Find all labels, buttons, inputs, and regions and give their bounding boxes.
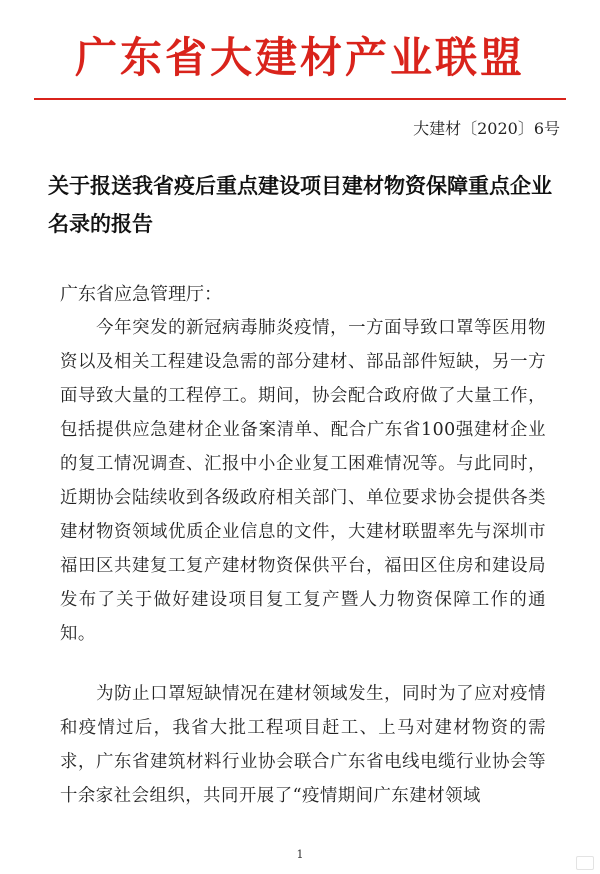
salutation: 广东省应急管理厅： [60, 284, 222, 305]
letterhead-divider [34, 98, 566, 100]
document-number: 大建材〔2020〕6号 [413, 119, 560, 138]
watermark-mark [576, 856, 594, 870]
letterhead-title: 广东省大建材产业联盟 [74, 33, 525, 82]
body-paragraph-text: 今年突发的新冠病毒肺炎疫情，一方面导致口罩等医用物资以及相关工程建设急需的部分建材、部品部件短缺，另一方面导致大量的工程停工。期间，协会配合政府做了大量工作，包括提供应急建材企业备案清单、配合广东省100强建材企业的复工情况调查、汇报中小企业复工困难情况等。与此同时，近期协会陆续收到各级政府相关部门、单位要求协会提供各类建材物资领域优质企业信息的文件，大建材联盟率先与深圳市福田区共建复工复产建材物资保供平台，福田区住房和建设局发布了关于做好建设项目复工复产暨人力物资保障工作的通知。 [60, 318, 546, 644]
body-paragraph-text: 为防止口罩短缺情况在建材领域发生，同时为了应对疫情和疫情过后，我省大批工程项目赶工、上马对建材物资的需求，广东省建筑材料行业协会联合广东省电线电缆行业协会等十余家社会组织，共同开展了“疫情期间广东建材领域 [60, 684, 546, 806]
page-number: 1 [296, 848, 304, 861]
body-paragraph [60, 677, 546, 813]
document-heading: 关于报送我省疫后重点建设项目建材物资保障重点企业名录的报告 [48, 174, 552, 236]
body-paragraph [60, 311, 546, 651]
